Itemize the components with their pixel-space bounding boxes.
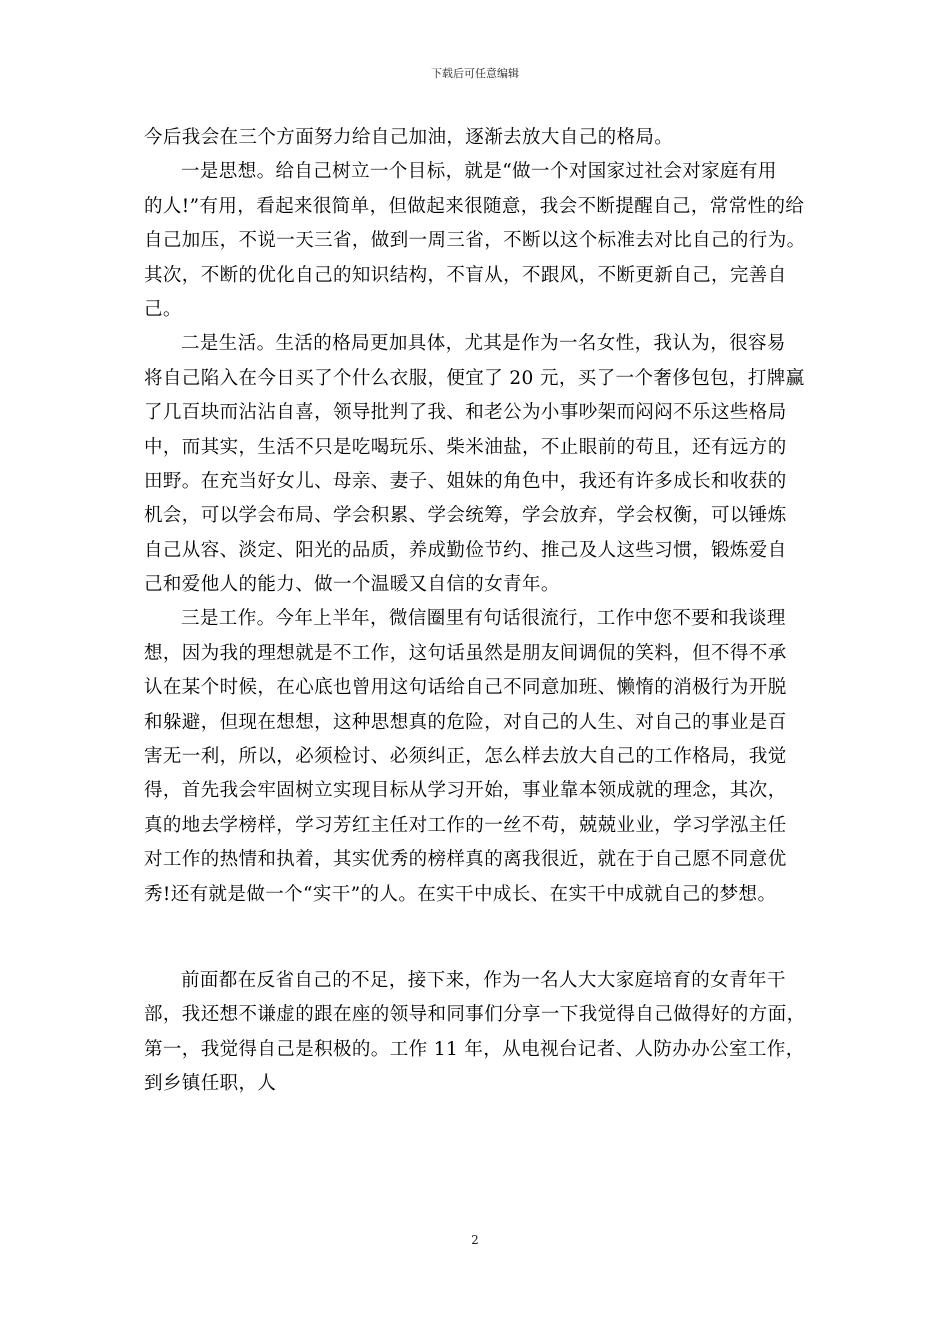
paragraph-start-line: 二是生活。生活的格局更加具体，尤其是作为一名女性，我认为，很容易 <box>181 333 786 355</box>
text-line: 自己从容、淡定、阳光的品质，养成勤俭节约、推己及人这些习惯，锻炼爱自 <box>144 539 787 561</box>
text-line: 今后我会在三个方面努力给自己加油，逐渐去放大自己的格局。 <box>144 127 674 148</box>
text-line: 想，因为我的理想就是不工作，这句话虽然是朋友间调侃的笑料，但不得不承 <box>144 642 787 664</box>
page-header: 下载后可任意编辑 <box>431 67 519 80</box>
text-line: 秀!还有就是做一个“实干”的人。在实干中成长、在实干中成就自己的梦想。 <box>144 883 777 905</box>
paragraph-gap <box>144 912 824 964</box>
text-line: 的人!”有用，看起来很简单，但做起来很随意，我会不断提醒自己，常常性的给 <box>144 195 805 217</box>
text-line: 将自己陷入在今日买了个什么衣服，便宜了 20 元，买了一个奢侈包包，打牌赢 <box>144 367 805 389</box>
text-line: 自己加压，不说一天三省，做到一周三省，不断以这个标准去对比自己的行为。 <box>144 230 806 252</box>
text-line: 对工作的热情和执着，其实优秀的榜样真的离我很近，就在于自己愿不同意优 <box>144 849 787 871</box>
page-number: 2 <box>471 1233 479 1247</box>
text-line: 田野。在充当好女儿、母亲、妻子、姐妹的角色中，我还有许多成长和收获的 <box>144 470 787 492</box>
text-line: 到乡镇任职，人 <box>144 1073 277 1095</box>
text-line: 真的地去学榜样，学习芳红主任对工作的一丝不苟，兢兢业业，学习学泓主任 <box>144 814 787 836</box>
text-line: 机会，可以学会布局、学会积累、学会统筹，学会放弃，学会权衡，可以锤炼 <box>144 505 787 527</box>
text-line: 第一，我觉得自己是积极的。工作 11 年，从电视台记者、人防办办公室工作， <box>144 1038 805 1060</box>
text-line: 认在某个时候，在心底也曾用这句话给自己不同意加班、懒惰的消极行为开脱 <box>144 677 787 699</box>
paragraph-start-line: 一是思想。给自己树立一个目标，就是“做一个对国家过社会对家庭有用 <box>181 161 777 183</box>
text-line: 了几百块而沾沾自喜，领导批判了我、和老公为小事吵架而闷闷不乐这些格局 <box>144 402 787 424</box>
text-line: 己和爱他人的能力、做一个温暖又自信的女青年。 <box>144 574 560 596</box>
text-line: 得，首先我会牢固树立实现目标从学习开始，事业靠本领成就的理念，其次， <box>144 780 787 802</box>
text-line: 害无一利，所以，必须检讨、必须纠正，怎么样去放大自己的工作格局，我觉 <box>144 746 787 768</box>
text-line: 己。 <box>144 298 182 320</box>
text-line: 和躲避，但现在想想，这种思想真的危险，对自己的人生、对自己的事业是百 <box>144 711 787 733</box>
text-line: 中，而其实，生活不只是吃喝玩乐、柴米油盐，不止眼前的苟且，还有远方的 <box>144 436 787 458</box>
document-body <box>144 121 824 1102</box>
paragraph-start-line: 前面都在反省自己的不足，接下来，作为一名人大大家庭培育的女青年干 <box>181 969 786 991</box>
text-line: 部，我还想不谦虚的跟在座的领导和同事们分享一下我觉得自己做得好的方面， <box>144 1004 806 1026</box>
text-line: 其次，不断的优化自己的知识结构，不盲从，不跟风，不断更新自己，完善自 <box>144 264 787 286</box>
paragraph-start-line: 三是工作。今年上半年，微信圈里有句话很流行，工作中您不要和我谈理 <box>181 608 786 630</box>
